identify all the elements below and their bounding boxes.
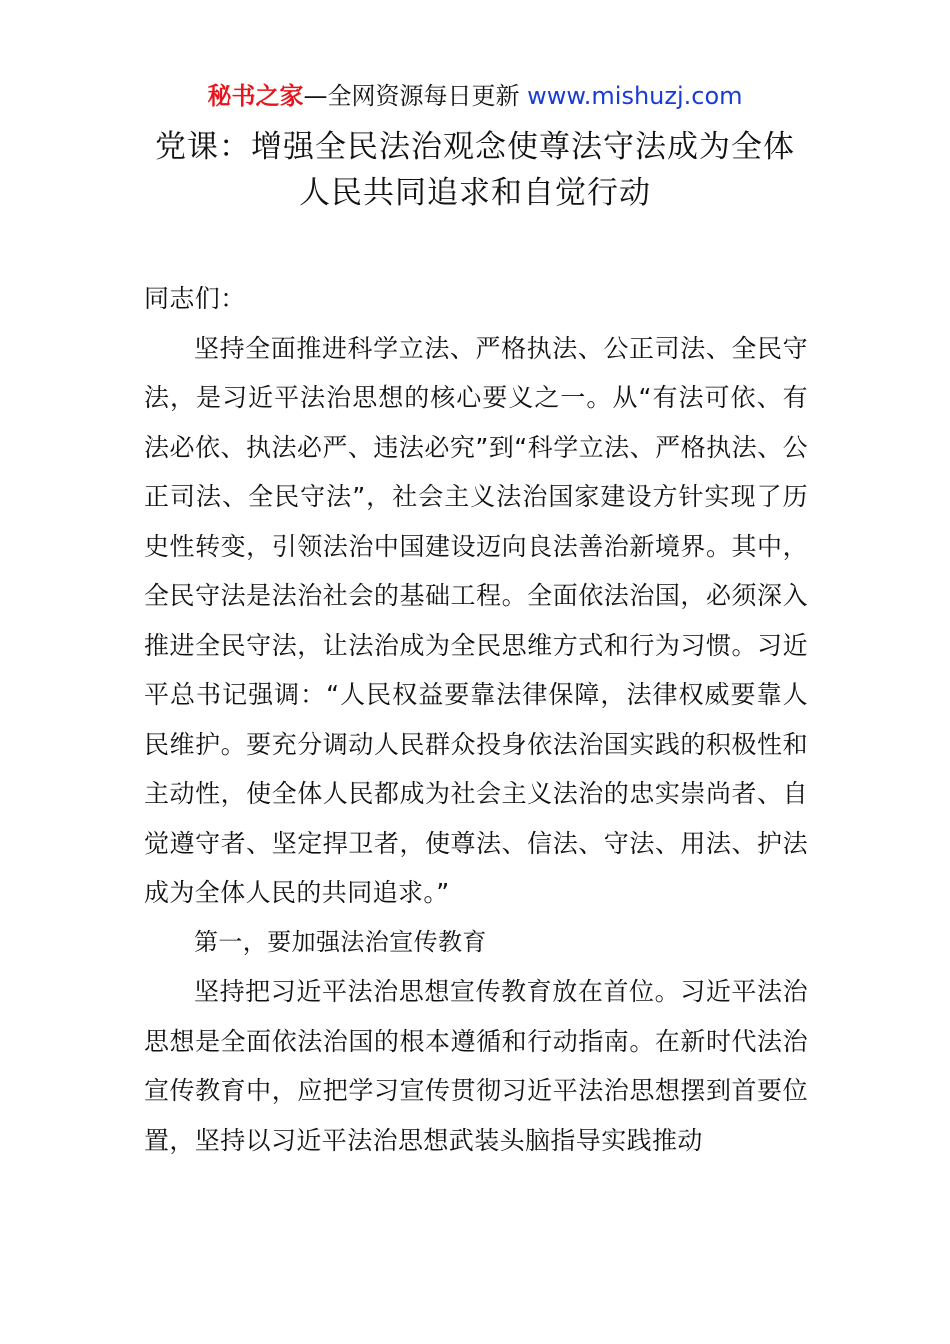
section-heading-1: 第一，要加强法治宣传教育: [194, 927, 487, 956]
site-url-link[interactable]: www.mishuzj.com: [527, 82, 743, 110]
document-body: [144, 274, 808, 1165]
document-title: [100, 124, 850, 216]
title-line-2: 人民共同追求和自觉行动: [299, 175, 651, 211]
header-tagline: —全网资源每日更新: [303, 82, 520, 110]
paragraph-2: 坚持把习近平法治思想宣传教育放在首位。习近平法治思想是全面依法治国的根本遵循和行动指南。在新时代法治宣传教育中，应把学习宣传贯彻习近平法治思想摆到首要位置，坚持以习近平法治思想武装头脑指导实践推动: [144, 977, 808, 1155]
brand-name: 秘书之家: [207, 82, 304, 110]
title-line-1: 党课：增强全民法治观念使尊法守法成为全体: [155, 129, 795, 165]
site-header: [0, 80, 950, 112]
salutation: 同志们：: [144, 284, 246, 313]
paragraph-1: 坚持全面推进科学立法、严格执法、公正司法、全民守法，是习近平法治思想的核心要义之一。从“有法可依、有法必依、执法必严、违法必究”到“科学立法、严格执法、公正司法、全民守法”，社会主义法治国家建设方针实现了历史性转变，引领法治中国建设迈向良法善治新境界。其中，全民守法是法治社会的基础工程。全面依法治国，必须深入推进全民守法，让法治成为全民思维方式和行为习惯。习近平总书记强调：“人民权益要靠法律保障，法律权威要靠人民维护。要充分调动人民群众投身依法治国实践的积极性和主动性，使全体人民都成为社会主义法治的忠实崇尚者、自觉遵守者、坚定捍卫者，使尊法、信法、守法、用法、护法成为全体人民的共同追求。”: [144, 333, 808, 907]
